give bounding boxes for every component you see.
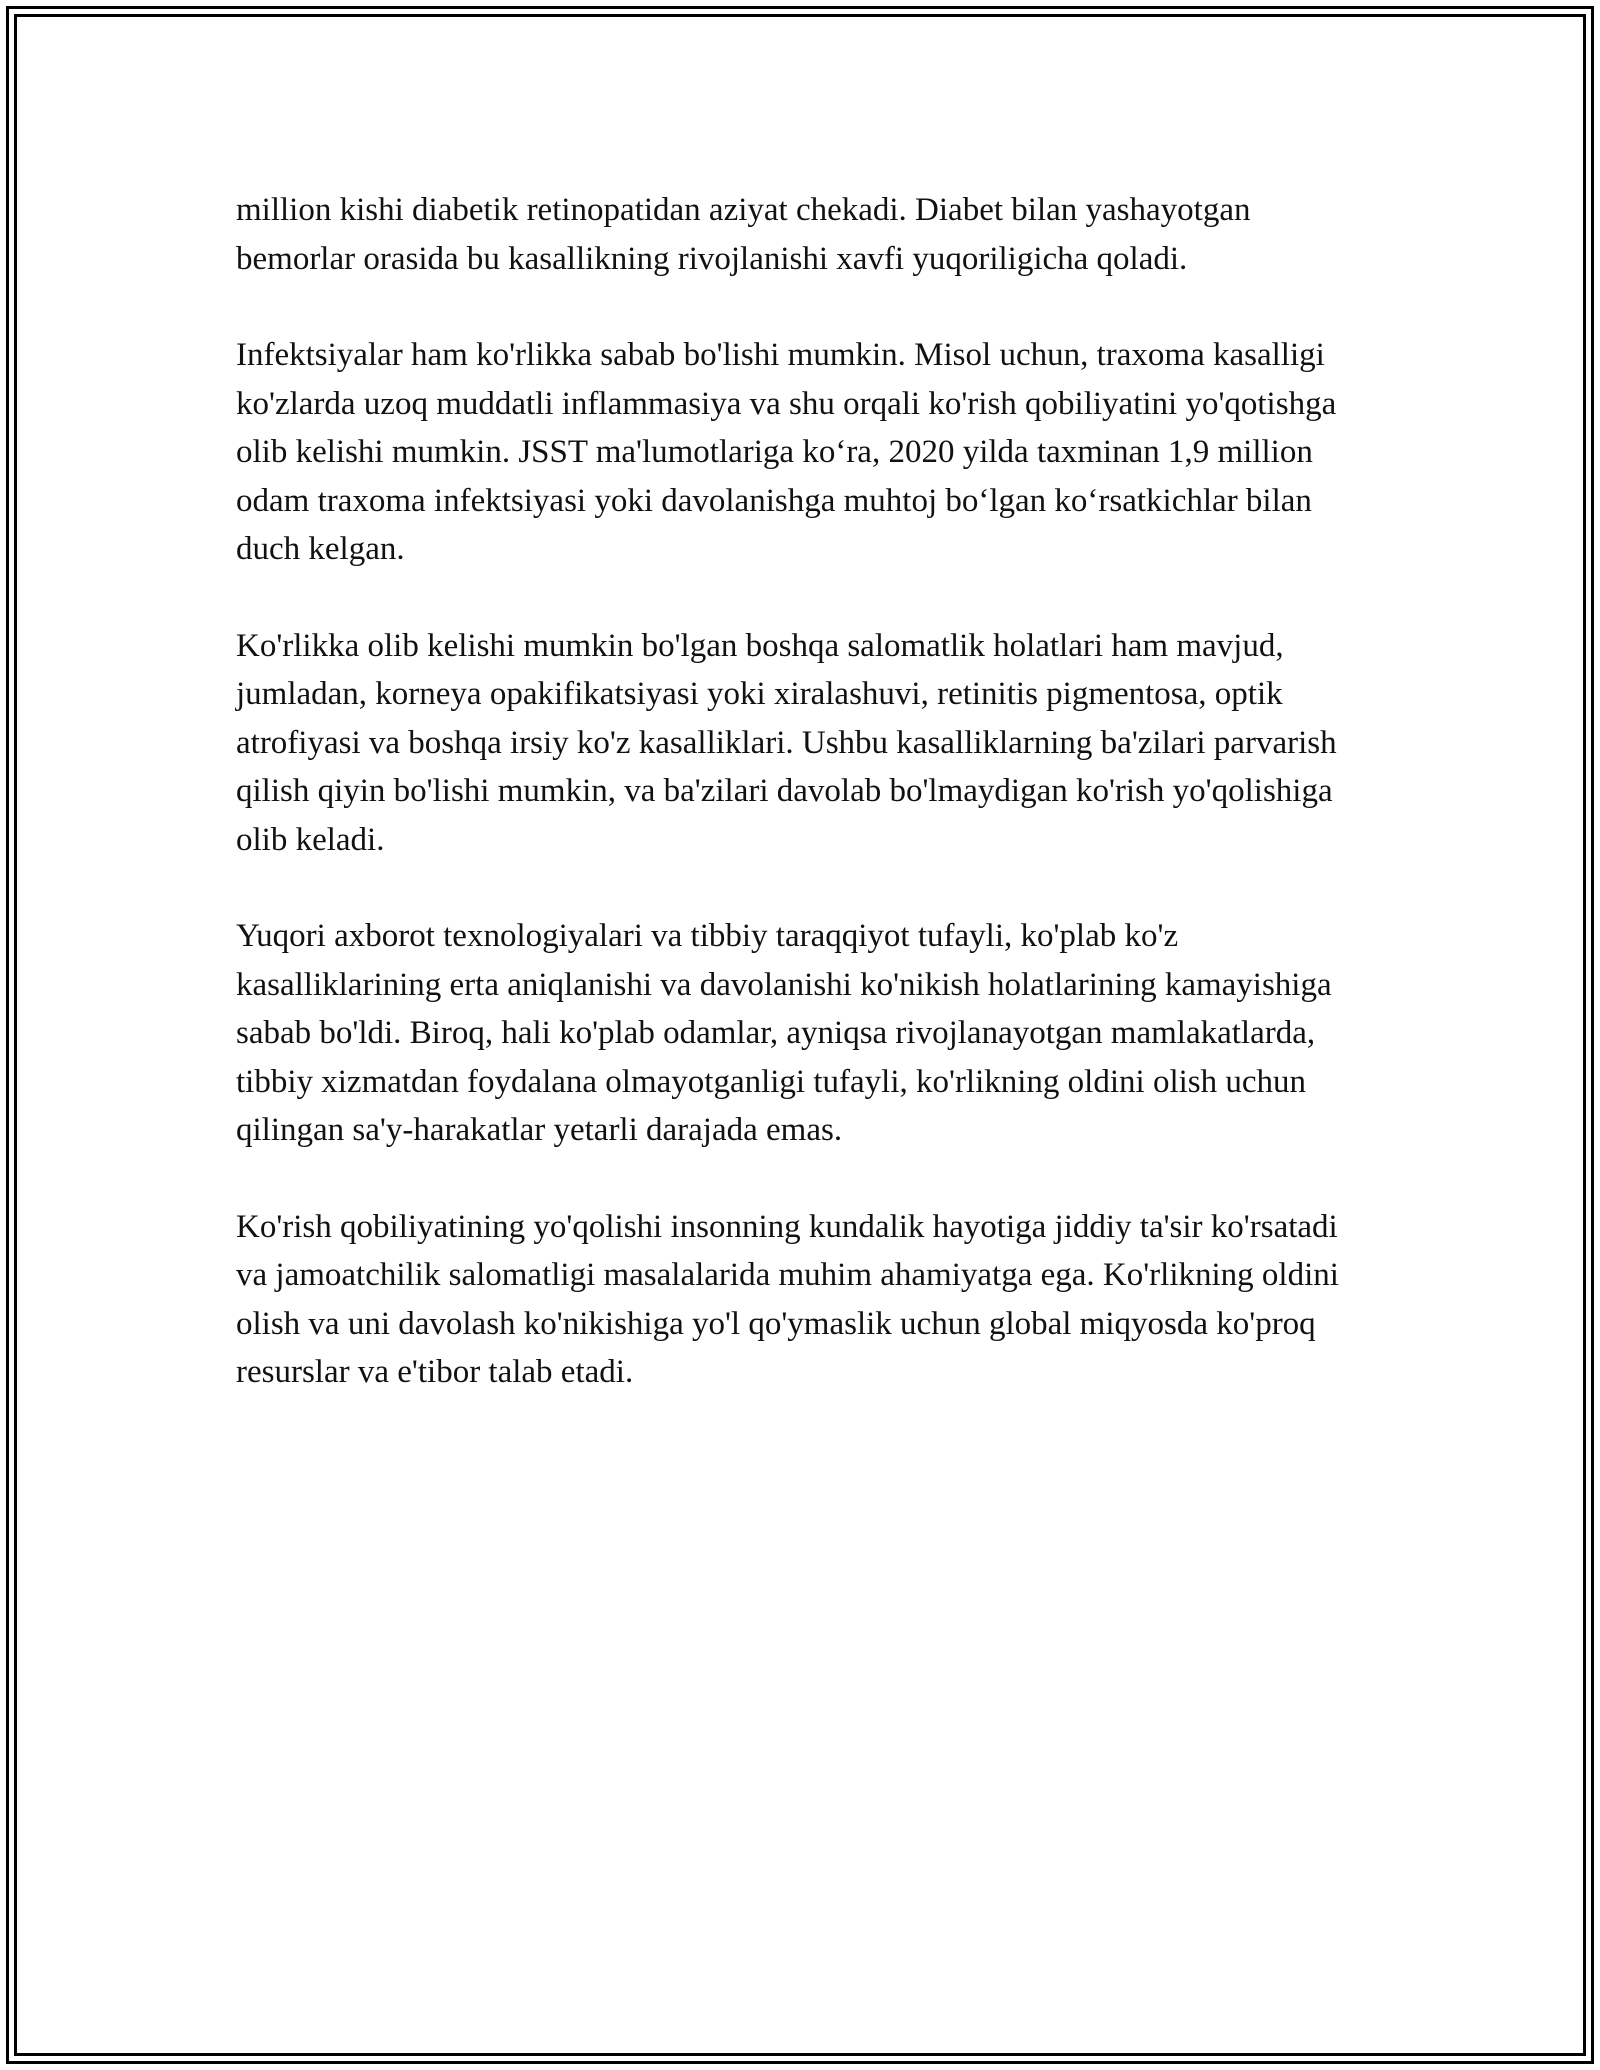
paragraph: million kishi diabetik retinopatidan aziyat chekadi. Diabet bilan yashayotgan bemorlar orasida bu kasallikning rivojlanishi xavfi yuqoriligicha qoladi. [236, 192, 1251, 277]
document-body [236, 186, 1376, 1445]
paragraph: Ko'rish qobiliyatining yo'qolishi insonning kundalik hayotiga jiddiy ta'sir ko'rsatadi va jamoatchilik salomatligi masalalarida muhim ahamiyatga ega. Ko'rlikning oldini olish va uni davolash ko'nikishiga yo'l qo'ymaslik uchun global miqyosda ko'proq resurslar va e'tibor talab etadi. [236, 1208, 1339, 1390]
paragraph: Yuqori axborot texnologiyalari va tibbiy taraqqiyot tufayli, ko'plab ko'z kasalliklarining erta aniqlanishi va davolanishi ko'nikish holatlarining kamayishiga sabab bo'ldi. Biroq, hali ko'plab odamlar, ayniqsa rivojlanayotgan mamlakatlarda, tibbiy xizmatdan foydalana olmayotganligi tufayli, ko'rlikning oldini olish uchun qilingan sa'y-harakatlar yetarli darajada emas. [236, 918, 1332, 1148]
paragraph: Ko'rlikka olib kelishi mumkin bo'lgan boshqa salomatlik holatlari ham mavjud, jumladan, korneya opakifikatsiyasi yoki xiralashuvi, retinitis pigmentosa, optik atrofiyasi va boshqa irsiy ko'z kasalliklari. Ushbu kasalliklarning ba'zilari parvarish qilish qiyin bo'lishi mumkin, va ba'zilari davolab bo'lmaydigan ko'rish yo'qolishiga olib keladi. [236, 627, 1337, 858]
paragraph: Infektsiyalar ham ko'rlikka sabab bo'lishi mumkin. Misol uchun, traxoma kasalligi ko'zlarda uzoq muddatli inflammasiya va shu orqali ko'rish qobiliyatini yo'qotishga olib kelishi mumkin. JSST ma'lumotlariga ko‘ra, 2020 yilda taxminan 1,9 million odam traxoma infektsiyasi yoki davolanishga muhtoj bo‘lgan ko‘rsatkichlar bilan duch kelgan. [236, 337, 1337, 567]
